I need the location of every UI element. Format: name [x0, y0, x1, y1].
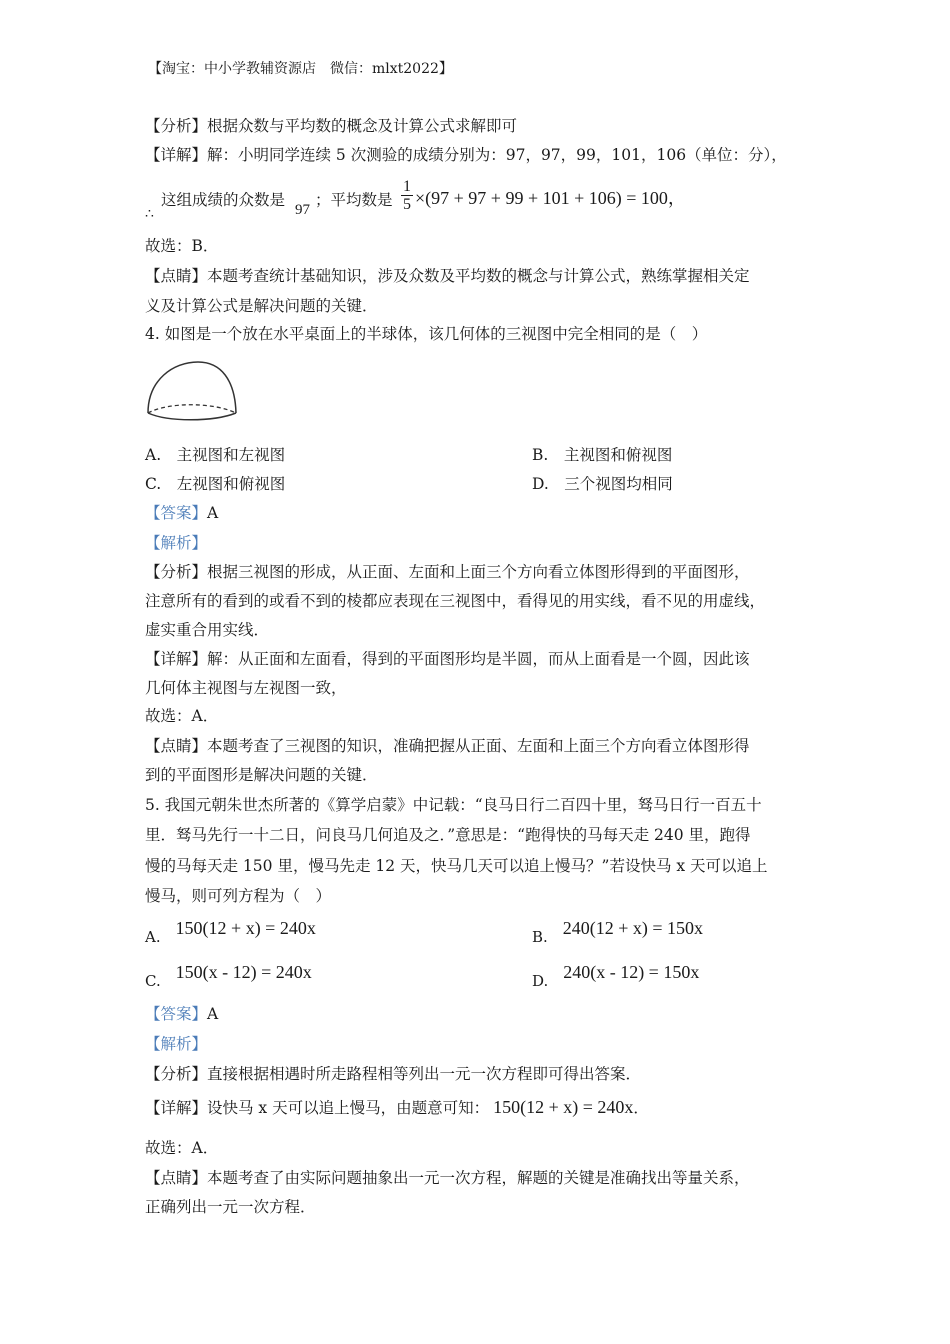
q5-explain-label: 【解析】 [145, 1035, 208, 1053]
fraction-numerator: 1 [403, 178, 411, 195]
q4-option-c: C. 左视图和俯视图 [145, 475, 286, 493]
q4-option-a: A. 主视图和左视图 [145, 446, 286, 464]
q5-option-d-label: D. [532, 972, 549, 990]
q3-analysis: 【分析】根据众数与平均数的概念及计算公式求解即可 [145, 117, 518, 135]
q5-option-d [532, 962, 700, 990]
q4-answer-value: A [207, 504, 219, 522]
q5-detail-line [145, 1097, 649, 1118]
q5-comment-2: 正确列出一元一次方程． [145, 1198, 316, 1216]
q5-question-1: 5. 我国元朝朱世杰所著的《算学启蒙》中记载：“良马日行二百四十里，驽马日行一百五十 [145, 796, 762, 814]
hemisphere-figure [143, 358, 239, 426]
fraction-denominator: 5 [403, 196, 411, 213]
q3-comment-2: 义及计算公式是解决问题的关键． [145, 297, 378, 315]
q5-question-4: 慢马，则可列方程为（ ） [145, 887, 332, 905]
q5-answer-line [145, 1004, 218, 1024]
q3-mode-value: 97 [295, 202, 310, 218]
q5-answer-label: 【答案】 [145, 1005, 208, 1023]
hemisphere-base-hidden [148, 405, 236, 413]
q5-option-d-equation: 240(x - 12) = 150x [563, 962, 700, 982]
q5-comment-1: 【点睛】本题考查了由实际问题抽象出一元一次方程，解题的关键是准确找出等量关系， [145, 1169, 750, 1187]
q3-mean-text: ；平均数是 [315, 191, 393, 209]
q3-comment-1: 【点睛】本题考查统计基础知识，涉及众数及平均数的概念与计算公式，熟练掌握相关定 [145, 267, 750, 285]
q4-analysis-2: 注意所有的看到的或看不到的棱都应表现在三视图中，看得见的用实线，看不见的用虚线， [145, 592, 766, 610]
q4-choice: 故选：A． [145, 707, 219, 725]
q5-analysis: 【分析】直接根据相遇时所走路程相等列出一元一次方程即可得出答案． [145, 1065, 642, 1083]
q4-detail-1: 【详解】解：从正面和左面看，得到的平面图形均是半圆，而从上面看是一个圆，因此该 [145, 650, 750, 668]
q5-option-a [145, 918, 316, 946]
hemisphere-base-front [148, 413, 236, 420]
q5-question-2: 里．驽马先行一十二日，问良马几何追及之．”意思是：“跑得快的马每天走 240 里，跑得 [145, 826, 751, 844]
q4-analysis-1: 【分析】根据三视图的形成，从正面、左面和上面三个方向看立体图形得到的平面图形， [145, 563, 750, 581]
q4-answer-line [145, 503, 218, 523]
q3-choice: 故选：B． [145, 237, 219, 255]
q3-mode-text: 这组成绩的众数是 [161, 191, 286, 209]
q5-option-b-label: B. [532, 928, 548, 946]
q4-explain-label: 【解析】 [145, 534, 208, 552]
q5-detail-end: ． [633, 1099, 649, 1117]
q4-answer-label: 【答案】 [145, 504, 208, 522]
q4-option-b: B. 主视图和俯视图 [532, 446, 673, 464]
q3-mean-expression: ×(97 + 97 + 99 + 101 + 106) = 100， [415, 188, 686, 208]
q4-comment-1: 【点睛】本题考查了三视图的知识，准确把握从正面、左面和上面三个方向看立体图形得 [145, 737, 750, 755]
q5-detail-text: 【详解】设快马 x 天可以追上慢马，由题意可知： [145, 1099, 490, 1117]
q5-option-c-label: C. [145, 972, 161, 990]
page-header: 【淘宝：中小学教辅资源店 微信：mlxt2022】 [148, 61, 453, 77]
q5-option-a-equation: 150(12 + x) = 240x [175, 918, 316, 938]
q4-question: 4. 如图是一个放在水平桌面上的半球体，该几何体的三视图中完全相同的是（ ） [145, 325, 708, 343]
q3-fraction [401, 178, 413, 213]
q5-answer-value: A [207, 1005, 219, 1023]
q4-detail-2: 几何体主视图与左视图一致， [145, 679, 347, 697]
q4-analysis-3: 虚实重合用实线． [145, 621, 270, 639]
q5-question-3: 慢的马每天走 150 里，慢马先走 12 天，快马几天可以追上慢马？”若设快马 x 天可以追上 [145, 857, 768, 875]
q5-option-c [145, 962, 312, 990]
q5-option-c-equation: 150(x - 12) = 240x [175, 962, 312, 982]
q5-option-a-label: A. [145, 928, 161, 946]
q5-detail-equation: 150(12 + x) = 240x [493, 1097, 634, 1117]
q5-option-b-equation: 240(12 + x) = 150x [562, 918, 704, 938]
q5-choice: 故选：A． [145, 1139, 219, 1157]
q4-option-d: D. 三个视图均相同 [532, 475, 673, 493]
q4-comment-2: 到的平面图形是解决问题的关键． [145, 766, 378, 784]
q3-detail: 【详解】解：小明同学连续 5 次测验的成绩分别为：97，97，99，101，106（单位：分）， [145, 146, 787, 164]
q5-option-b [532, 918, 704, 946]
therefore-symbol: ∴ [145, 206, 154, 222]
